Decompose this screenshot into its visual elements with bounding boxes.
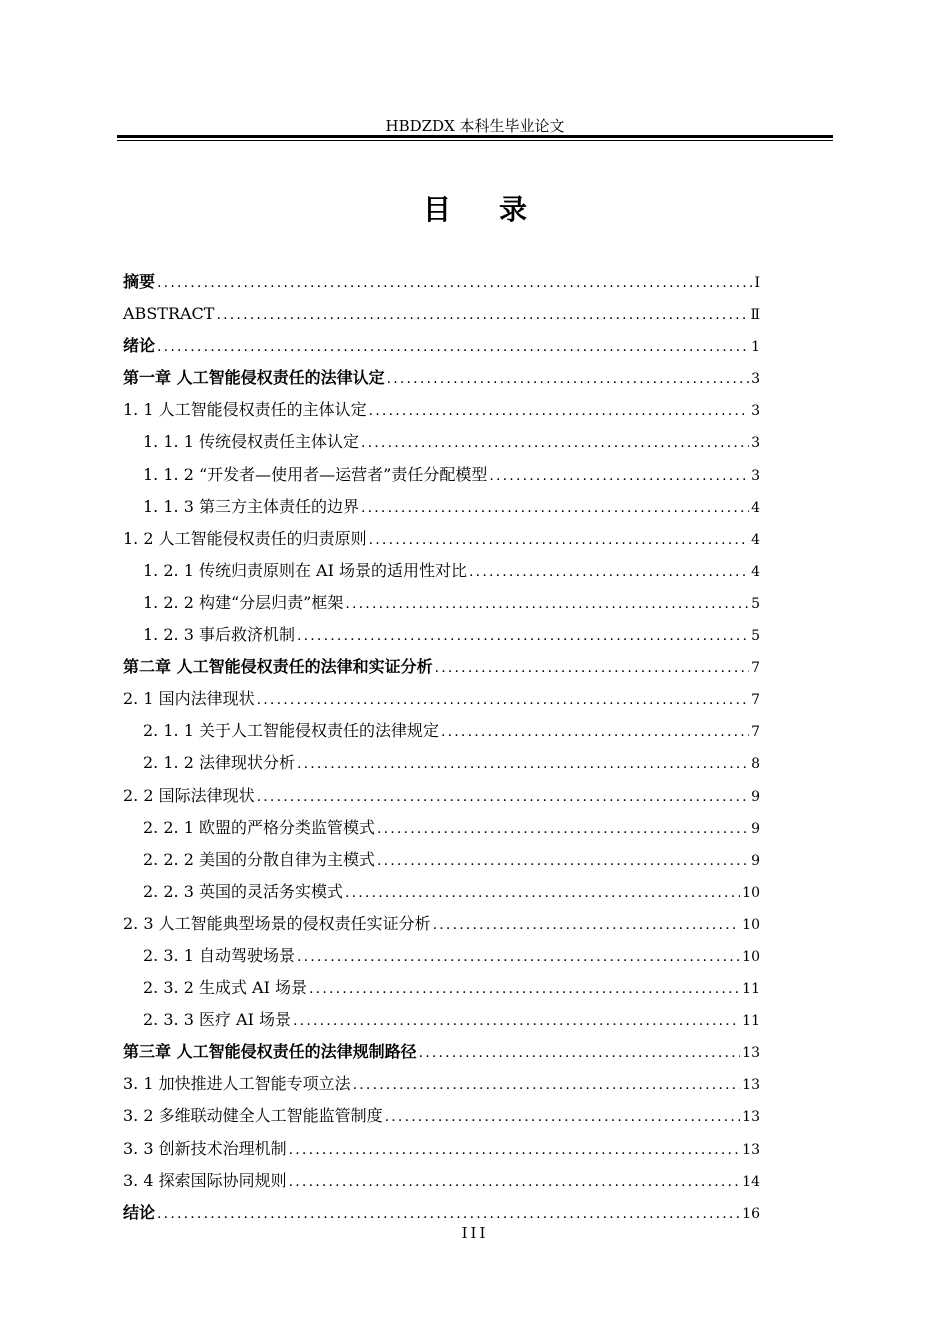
toc-leader-dots [441,716,749,748]
toc-entry[interactable] [123,876,760,908]
toc-entry-page: 1 [751,339,760,356]
toc-leader-dots [257,781,749,813]
toc-entry-label: 2. 1. 1 关于人工智能侵权责任的法律规定 [143,721,439,741]
toc-entry[interactable] [123,780,760,812]
toc-entry-label: 第一章 人工智能侵权责任的法律认定 [123,368,385,388]
toc-entry-page: 11 [742,1013,760,1030]
toc-entry-page: 16 [742,1205,760,1222]
toc-leader-dots [345,877,740,909]
toc-entry-label: 3. 4 探索国际协同规则 [123,1170,287,1190]
toc-entry-label: 1. 2. 3 事后救济机制 [143,625,295,645]
page-number: III [461,1224,489,1242]
running-header: HBDZDX 本科生毕业论文 [385,117,565,135]
toc-entry-label: 2. 1. 2 法律现状分析 [143,753,295,773]
toc-entry[interactable] [123,651,760,683]
toc-entry-label: 1. 2. 2 构建“分层归责”框架 [143,592,344,612]
toc-entry-label: 2. 3. 3 医疗 AI 场景 [143,1010,292,1030]
toc-entry-page: 3 [751,435,760,452]
toc-entry-label: 2. 3. 2 生成式 AI 场景 [143,978,308,998]
toc-entry-label: 3. 3 创新技术治理机制 [123,1138,287,1158]
header-rule-thick [117,135,833,138]
toc-entry[interactable] [123,266,760,298]
toc-entry-page: 5 [751,595,760,612]
toc-entry[interactable] [123,362,760,394]
toc-entry[interactable] [123,1165,760,1197]
header-rule-thin [117,140,833,141]
toc-entry-label: 1. 1 人工智能侵权责任的主体认定 [123,400,367,420]
toc-entry[interactable] [123,1133,760,1165]
toc-leader-dots [157,331,749,363]
toc-entry-label: 1. 1. 2 “开发者—使用者—运营者”责任分配模型 [143,464,488,484]
toc-entry[interactable] [123,1036,760,1068]
toc-entry-page: 13 [742,1045,760,1062]
toc-entry[interactable] [123,555,760,587]
toc-entry-label: 1. 2 人工智能侵权责任的归责原则 [123,528,367,548]
toc-entry[interactable] [123,298,760,330]
toc-leader-dots [157,267,752,299]
toc-entry-label: 1. 1. 1 传统侵权责任主体认定 [143,432,359,452]
toc-entry-label: 第三章 人工智能侵权责任的法律规制路径 [123,1042,417,1062]
toc-entry[interactable] [123,908,760,940]
toc-leader-dots [377,845,749,877]
toc-leader-dots [353,1069,741,1101]
toc-leader-dots [435,652,750,684]
toc-entry[interactable] [123,523,760,555]
toc-leader-dots [216,299,748,331]
toc-entry-label: 3. 1 加快推进人工智能专项立法 [123,1074,351,1094]
toc-entry[interactable] [123,587,760,619]
toc-entry-page: 10 [742,948,760,965]
toc-entry[interactable] [123,747,760,779]
toc-leader-dots [377,813,749,845]
toc-entry-page: 8 [751,756,760,773]
toc-entry-page: 4 [751,531,760,548]
toc-leader-dots [297,748,749,780]
toc-entry-page: 13 [742,1141,760,1158]
toc-entry-page: 7 [751,724,760,741]
toc-entry-page: 5 [751,628,760,645]
toc-entry-page: 9 [751,788,760,805]
toc-leader-dots [369,395,749,427]
toc-leader-dots [433,909,741,941]
toc-entry-page: 14 [742,1173,760,1190]
toc-entry[interactable] [123,972,760,1004]
toc-leader-dots [489,460,749,492]
toc-entry-label: 2. 2. 1 欧盟的严格分类监管模式 [143,817,375,837]
toc-entry-label: 3. 2 多维联动健全人工智能监管制度 [123,1106,383,1126]
toc-leader-dots [361,427,749,459]
toc-leader-dots [257,684,749,716]
toc-entry[interactable] [123,1004,760,1036]
toc-entry-label: 2. 1 国内法律现状 [123,689,255,709]
toc-entry[interactable] [123,715,760,747]
toc-leader-dots [419,1037,741,1069]
toc-title: 目录 [422,193,575,226]
toc-entry-label: 2. 3 人工智能典型场景的侵权责任实证分析 [123,913,431,933]
toc-entry[interactable] [123,1068,760,1100]
toc-leader-dots [289,1166,741,1198]
toc-entry-label: 绪论 [123,336,156,356]
toc-leader-dots [469,556,749,588]
toc-entry-label: 2. 2 国际法律现状 [123,785,255,805]
toc-entry-page: 13 [742,1077,760,1094]
toc-entry-label: 第二章 人工智能侵权责任的法律和实证分析 [123,657,433,677]
table-of-contents [123,266,760,1229]
toc-entry[interactable] [123,491,760,523]
toc-entry-page: 4 [751,563,760,580]
toc-entry[interactable] [123,844,760,876]
toc-entry-label: 1. 1. 3 第三方主体责任的边界 [143,496,359,516]
toc-entry-page: 10 [742,884,760,901]
toc-leader-dots [297,941,740,973]
toc-entry-page: 3 [751,371,760,388]
toc-leader-dots [289,1134,741,1166]
toc-entry-label: 2. 2. 3 英国的灵活务实模式 [143,881,343,901]
toc-entry-page: 13 [742,1109,760,1126]
toc-entry[interactable] [123,1100,760,1132]
toc-entry-page: 7 [751,692,760,709]
toc-entry[interactable] [123,812,760,844]
toc-entry[interactable] [123,330,760,362]
toc-leader-dots [369,524,749,556]
toc-entry-page: 11 [742,981,760,998]
toc-leader-dots [293,1005,740,1037]
toc-leader-dots [361,492,749,524]
toc-entry-page: 7 [751,660,760,677]
toc-entry-page: I [754,275,760,291]
toc-entry-page: 9 [751,820,760,837]
toc-leader-dots [387,363,750,395]
toc-entry-page: 4 [751,499,760,516]
toc-leader-dots [385,1101,741,1133]
toc-entry[interactable] [123,459,760,491]
toc-leader-dots [309,973,740,1005]
toc-entry[interactable] [123,619,760,651]
toc-entry-label: 2. 2. 2 美国的分散自律为主模式 [143,849,375,869]
toc-entry-label: 结论 [123,1202,156,1222]
toc-entry-page: Ⅱ [750,307,760,324]
toc-leader-dots [345,588,749,620]
toc-entry-page: 3 [751,467,760,484]
toc-entry-page: 9 [751,852,760,869]
toc-entry[interactable] [123,940,760,972]
toc-entry[interactable] [123,426,760,458]
toc-entry-label: 摘要 [123,272,156,291]
toc-entry-label: 2. 3. 1 自动驾驶场景 [143,945,295,965]
toc-entry-label: 1. 2. 1 传统归责原则在 AI 场景的适用性对比 [143,560,468,580]
toc-entry-label: ABSTRACT [123,304,215,324]
toc-entry-page: 10 [742,916,760,933]
toc-entry[interactable] [123,683,760,715]
toc-entry-page: 3 [751,403,760,420]
toc-entry[interactable] [123,394,760,426]
toc-leader-dots [297,620,749,652]
